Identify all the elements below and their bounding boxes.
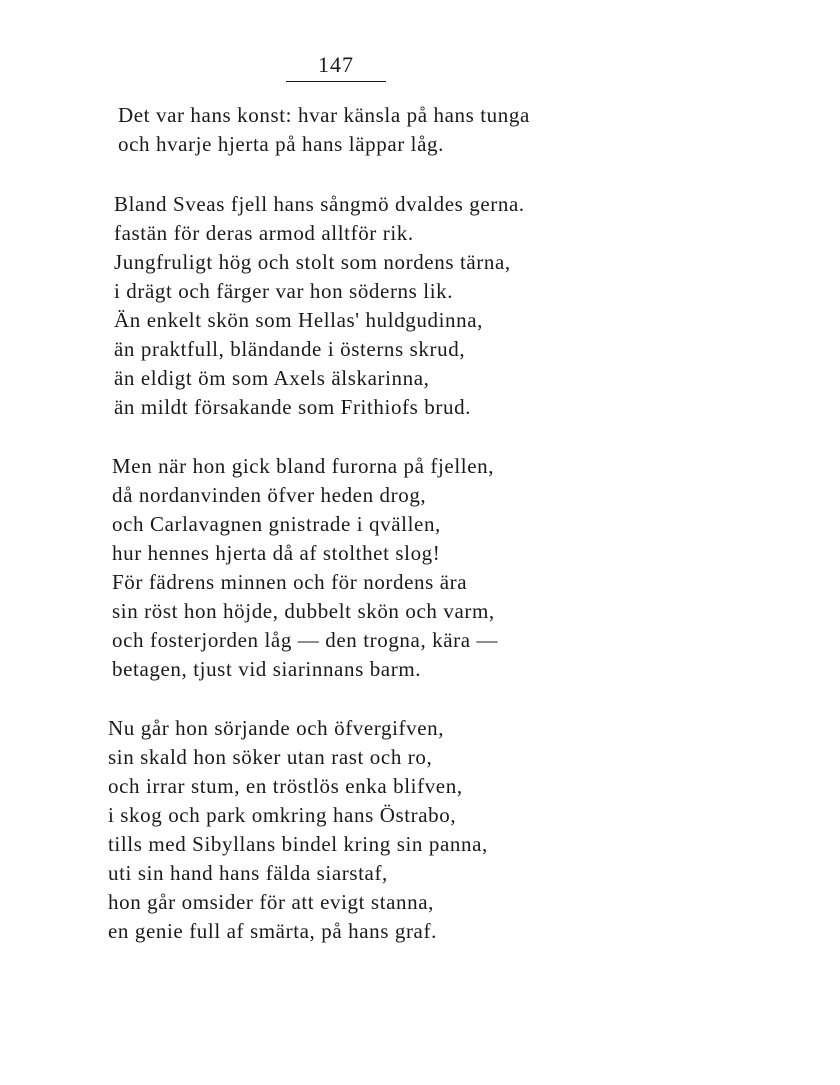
- poem-line: Jungfruligt hög och stolt som nordens tärna,: [114, 250, 511, 274]
- poem-line: Men när hon gick bland furorna på fjellen,: [112, 454, 495, 478]
- poem-line: en genie full af smärta, på hans graf.: [108, 919, 437, 943]
- poem-line: och fosterjorden låg — den trogna, kära —: [112, 628, 499, 652]
- poem-line: Bland Sveas fjell hans sångmö dvaldes gerna.: [114, 192, 525, 216]
- poem-line: än mildt försakande som Frithiofs brud.: [114, 395, 472, 419]
- poem-line: fastän för deras armod alltför rik.: [114, 221, 414, 245]
- poem-line: tills med Sibyllans bindel kring sin panna,: [108, 832, 488, 856]
- poem-line: än praktfull, bländande i österns skrud,: [114, 337, 466, 361]
- poem-line: sin röst hon höjde, dubbelt skön och varm,: [112, 599, 495, 623]
- poem-line: sin skald hon söker utan rast och ro,: [108, 745, 433, 769]
- poem-line: än eldigt öm som Axels älskarinna,: [114, 366, 430, 390]
- poem-line: hon går omsider för att evigt stanna,: [108, 890, 435, 914]
- poem-line: betagen, tjust vid siarinnans barm.: [112, 657, 422, 681]
- poem-line: då nordanvinden öfver heden drog,: [112, 483, 427, 507]
- poem-line: uti sin hand hans fälda siarstaf,: [108, 861, 388, 885]
- poem-line: i drägt och färger var hon söderns lik.: [114, 279, 454, 303]
- poem-line: och irrar stum, en tröstlös enka blifven,: [108, 774, 463, 798]
- poem-line: och hvarje hjerta på hans läppar låg.: [118, 132, 444, 156]
- poem-line: hur hennes hjerta då af stolthet slog!: [112, 541, 441, 565]
- poem-line: i skog och park omkring hans Östrabo,: [108, 803, 457, 827]
- poem-line: Nu går hon sörjande och öfvergifven,: [108, 716, 445, 740]
- poem-line: Det var hans konst: hvar känsla på hans tunga: [118, 103, 530, 127]
- poem-line: För fädrens minnen och för nordens ära: [112, 570, 468, 594]
- header-rule: [286, 81, 386, 82]
- page-number: 147: [318, 52, 354, 77]
- poem-line: och Carlavagnen gnistrade i qvällen,: [112, 512, 441, 536]
- poem-line: Än enkelt skön som Hellas' huldgudinna,: [114, 308, 483, 332]
